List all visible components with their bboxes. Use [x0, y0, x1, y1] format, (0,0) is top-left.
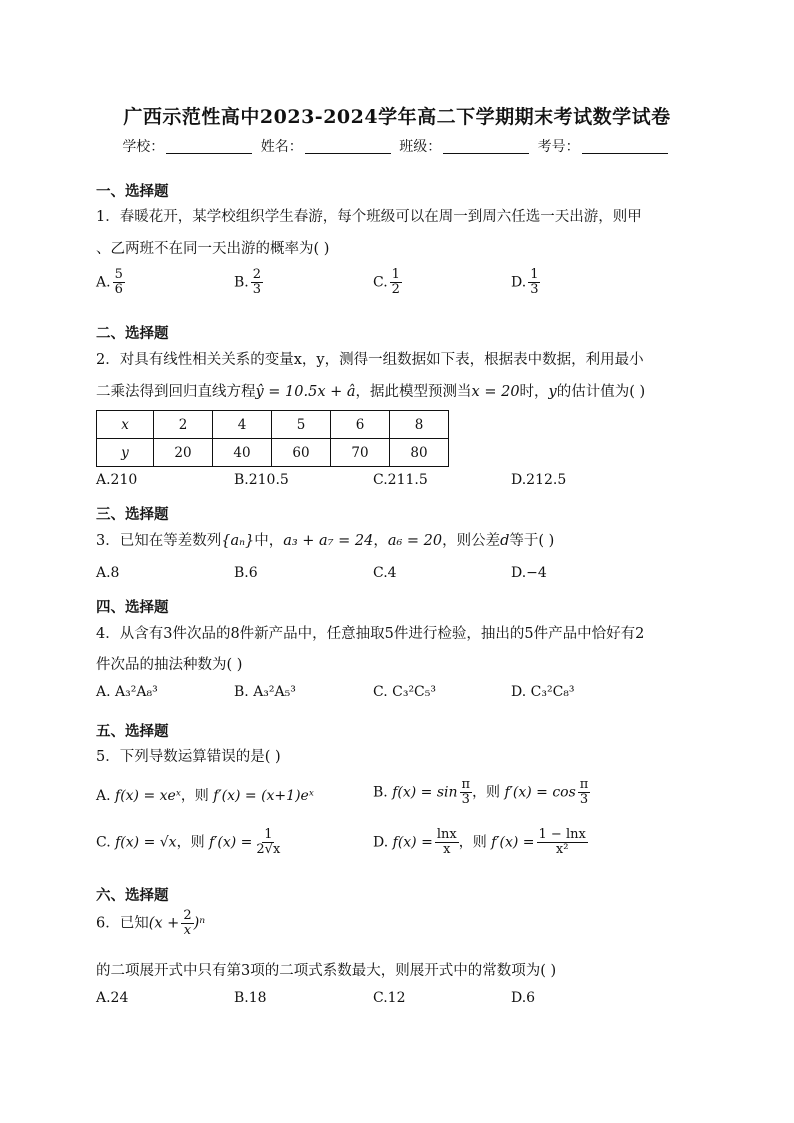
table-cell: 20	[154, 439, 213, 467]
table-row	[97, 439, 449, 467]
q1-option-b[interactable]: B. $\frac{2}{3}$	[234, 267, 262, 297]
q6-option-c[interactable]: C.12	[373, 990, 406, 1006]
q4-text-line1: 4．从含有3件次品的8件新产品中，任意抽取5件进行检验，抽出的5件产品中恰好有2	[96, 626, 645, 642]
q6-text-line2: 的二项展开式中只有第3项的二项式系数最大，则展开式中的常数项为( )	[96, 963, 557, 979]
section-heading-4: 四、选择题	[96, 599, 169, 616]
table-cell: 60	[272, 439, 331, 467]
fraction: $\frac{1}{3}$	[530, 267, 539, 297]
table-header-cell: x	[97, 411, 154, 439]
class-blank[interactable]	[443, 139, 529, 154]
table-cell: 2	[154, 411, 213, 439]
exam-no-blank[interactable]	[582, 139, 668, 154]
exam-no-label: 考号：	[537, 139, 580, 155]
name-blank[interactable]	[305, 139, 391, 154]
q5-option-b[interactable]: B. f(x) = sin $\frac{\pi}{3}$ ，则 f′(x) = cos $\frac{\pi}{3}$	[373, 777, 589, 807]
q3-option-d[interactable]: D.−4	[511, 565, 547, 581]
q3-option-c[interactable]: C.4	[373, 565, 397, 581]
fraction: $\frac{2}{3}$	[252, 267, 262, 297]
regression-equation: ŷ = 10.5x + â	[255, 384, 356, 400]
q5-text: 5．下列导数运算错误的是( )	[96, 749, 281, 765]
table-cell: 8	[390, 411, 449, 439]
page-title: 广西示范性高中2023-2024学年高二下学期期末考试数学试卷	[123, 106, 671, 128]
q2-option-a[interactable]: A.210	[96, 472, 138, 488]
q3-option-a[interactable]: A.8	[96, 565, 120, 581]
school-label: 学校：	[122, 139, 165, 155]
q1-option-d[interactable]: D. $\frac{1}{3}$	[511, 267, 539, 297]
name-label: 姓名：	[260, 139, 303, 155]
section-heading-1: 一、选择题	[96, 183, 169, 200]
q6-text-line1: 6．已知(x + $\frac{2}{x}$ )ⁿ	[96, 908, 206, 938]
table-cell: 4	[213, 411, 272, 439]
condition: x = 20	[471, 384, 520, 400]
q1-option-c[interactable]: C. $\frac{1}{2}$	[373, 267, 400, 297]
q2-option-c[interactable]: C.211.5	[373, 472, 428, 488]
q4-text-line2: 件次品的抽法种数为( )	[96, 657, 243, 673]
q4-option-d[interactable]: D. C₃²C₈³	[511, 684, 575, 700]
fraction: $\frac{1}{2}$	[391, 267, 400, 297]
fraction: $\frac{1}{2√x}$	[256, 827, 281, 857]
q5-option-d[interactable]: D. f(x) = $\frac{\ln x}{x}$ ，则 f′(x) = $\frac{1 - \ln x}{\text{x²}}$	[373, 827, 586, 857]
q6-option-a[interactable]: A.24	[96, 990, 129, 1006]
table-cell: 6	[331, 411, 390, 439]
q3-text: 3．已知在等差数列{aₙ}中，a₃ + a₇ = 24，a₆ = 20，则公差d等于( )	[96, 533, 555, 549]
q6-option-d[interactable]: D.6	[511, 990, 536, 1006]
table-cell: 80	[390, 439, 449, 467]
fraction: $\frac{2}{x}$	[183, 908, 192, 938]
class-label: 班级：	[399, 139, 442, 155]
q2-option-b[interactable]: B.210.5	[234, 472, 289, 488]
school-blank[interactable]	[166, 139, 252, 154]
q5-option-a[interactable]: A. f(x) = xeˣ，则 f′(x) = (x+1)eˣ	[96, 788, 314, 804]
fraction: $\frac{1 - \ln x}{\text{x²}}$	[538, 827, 586, 857]
q1-option-a[interactable]: A. $\frac{5}{6}$	[96, 267, 123, 297]
q1-text-line2: 、乙两班不在同一天出游的概率为( )	[96, 241, 330, 257]
q3-option-b[interactable]: B.6	[234, 565, 258, 581]
data-table	[96, 410, 449, 467]
q4-option-a[interactable]: A. A₃²A₈³	[96, 684, 158, 700]
q5-option-c[interactable]: C. f(x) = √x，则 f′(x) = $\frac{1}{2√x}$	[96, 827, 281, 857]
fraction: $\frac{\pi}{3}$	[579, 777, 589, 807]
q1-text-line1: 1．春暖花开，某学校组织学生春游，每个班级可以在周一到周六任选一天出游，则甲	[96, 209, 642, 225]
table-cell: 5	[272, 411, 331, 439]
section-heading-6: 六、选择题	[96, 887, 169, 904]
q2-text-line1: 2．对具有线性相关关系的变量x，y，测得一组数据如下表，根据表中数据，利用最小	[96, 352, 644, 368]
fraction: $\frac{\pi}{3}$	[461, 777, 471, 807]
q4-option-c[interactable]: C. C₃²C₅³	[373, 684, 436, 700]
fraction: $\frac{5}{6}$	[114, 267, 123, 297]
student-info-line	[0, 136, 794, 156]
q6-option-b[interactable]: B.18	[234, 990, 267, 1006]
table-row	[97, 411, 449, 439]
fraction: $\frac{\ln x}{x}$	[436, 827, 457, 857]
q4-option-b[interactable]: B. A₃²A₅³	[234, 684, 296, 700]
table-header-cell: y	[97, 439, 154, 467]
section-heading-2: 二、选择题	[96, 325, 169, 342]
section-heading-5: 五、选择题	[96, 723, 169, 740]
table-cell: 70	[331, 439, 390, 467]
q2-text-line2: 二乘法得到回归直线方程ŷ = 10.5x + â，据此模型预测当x = 20时，y的估计值为( )	[96, 384, 646, 400]
q2-option-d[interactable]: D.212.5	[511, 472, 567, 488]
table-cell: 40	[213, 439, 272, 467]
section-heading-3: 三、选择题	[96, 506, 169, 523]
